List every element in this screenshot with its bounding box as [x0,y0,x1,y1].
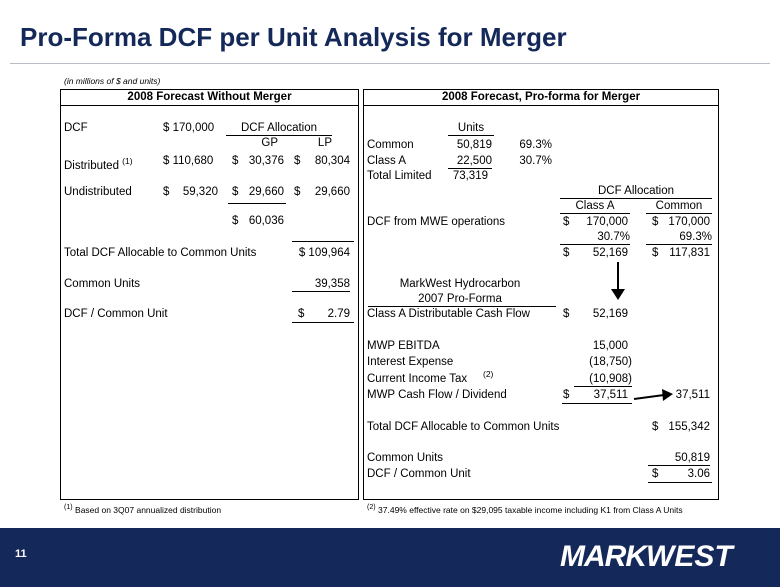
right-ebitda: 15,000 [592,340,628,352]
right-common-pct: 69.3% [519,139,552,151]
left-dcf-per-unit-value: 2.79 [327,308,350,320]
right-total-label: Total DCF Allocable to Common Units [367,421,560,433]
right-interest-label: Interest Expense [367,356,454,368]
right-pct-common: 69.3% [646,231,712,245]
right-class-a-label: Class A [367,155,406,167]
left-lp-header: LP [317,137,332,149]
right-dcf-per-unit-label: DCF / Common Unit [367,468,471,480]
right-alloc-class-a: 52,169 [592,247,628,259]
footnote-1-marker: (1) [64,503,73,511]
right-mwp-cf-rule [562,403,632,404]
units-note: (in millions of $ and units) [64,76,161,86]
right-tax: (10,908) [574,373,632,387]
right-units-header: Units [448,122,494,136]
right-hydro-rule [368,306,556,307]
right-dcf-per-unit: 3.06 [687,468,710,480]
right-common-units: 50,819 [456,139,492,151]
left-gp-sum-rule [228,203,286,204]
footnote-ref-1: (1) [122,156,133,166]
left-undistributed-label: Undistributed [64,186,132,198]
left-dcf-label: DCF [64,122,88,134]
right-mwe-class-a: 170,000 [586,216,628,228]
left-undistributed-sym: $ [163,186,170,198]
right-class-a-units: 22,500 [448,155,492,169]
right-mwe-class-a-sym: $ [563,216,570,228]
left-common-units-value: 39,358 [292,278,350,292]
footnote-2: $^{(2)}$ 37.49% effective rate on $29,095 taxable income including K1 from Class A Units [367,503,683,515]
left-dcf-per-unit-label: DCF / Common Unit [64,308,168,320]
right-mwe-common: 170,000 [668,216,710,228]
title-rule [10,63,770,64]
left-panel [60,89,359,500]
right-mwp-cf-common: 37,511 [675,389,710,401]
right-total-limited-units: 73,319 [452,170,488,182]
left-undistributed-lp-sym: $ [294,186,301,198]
page-title: Pro-Forma DCF per Unit Analysis for Merger [20,22,567,52]
left-total-rule [292,241,354,242]
right-dcf-per-unit-sym: $ [652,468,659,480]
left-distributed-gp: 30,376 [248,155,284,167]
right-common-units-label: Common Units [367,452,444,464]
left-distributed-lp-sym: $ [294,155,301,167]
right-common-col: Common [646,200,712,214]
left-undistributed-gp-sym: $ [232,186,239,198]
left-total-label: Total DCF Allocable to Common Units [64,247,257,259]
right-interest: (18,750) [589,356,632,368]
left-gp-total: 60,036 [248,215,284,227]
right-panel-header: 2008 Forecast, Pro-forma for Merger [364,90,718,106]
left-undistributed-gp: 29,660 [248,186,284,198]
right-alloc-class-a-sym: $ [563,247,570,259]
left-distributed-value: $ 110,680 [163,155,214,167]
right-mwe-common-sym: $ [652,216,659,228]
right-alloc-common-sym: $ [652,247,659,259]
footnote-1: $^{(1)}$ Based on 3Q07 annualized distribution [64,503,222,515]
right-class-a-dcf-label: Class A Distributable Cash Flow [367,308,530,320]
left-dcf-value: $ 170,000 [163,122,215,134]
page-number: 11 [15,548,27,560]
right-alloc-common: 117,831 [669,247,710,259]
right-class-a-dcf-sym: $ [563,308,570,320]
right-class-a-col: Class A [560,200,630,214]
right-mwp-cf: 37,511 [593,389,628,401]
left-undistributed-value: 59,320 [182,186,218,198]
right-total: 155,342 [668,421,710,433]
right-total-limited-label: Total Limited [367,170,432,182]
footnote-2-marker: (2) [367,503,376,511]
right-mwp-cf-label: MWP Cash Flow / Dividend [367,389,507,401]
right-alloc-header: DCF Allocation [560,185,712,199]
right-tax-label: Current Income Tax [367,373,468,385]
right-class-a-pct: 30.7% [519,155,552,167]
right-total-sym: $ [652,421,659,433]
right-class-a-dcf: 52,169 [592,308,628,320]
left-alloc-header: DCF Allocation [226,122,332,136]
right-mwe-label: DCF from MWE operations [367,216,506,228]
left-dcf-per-unit-rule [292,322,354,323]
left-common-units-label: Common Units [64,278,141,290]
left-dcf-per-unit-sym: $ [298,308,305,320]
left-distributed-gp-sym: $ [232,155,239,167]
left-distributed-label: Distributed $^{(1)}$ [64,156,133,172]
left-gp-total-sym: $ [232,215,239,227]
left-panel-header: 2008 Forecast Without Merger [61,90,358,106]
left-total-value: $ 109,964 [298,247,350,259]
left-undistributed-lp: 29,660 [314,186,350,198]
right-dcf-per-unit-rule [648,482,712,483]
right-common-label: Common [367,139,414,151]
footnote-ref-2: (2) [483,369,494,379]
right-mwp-cf-sym: $ [563,389,570,401]
right-ebitda-label: MWP EBITDA [367,340,440,352]
left-distributed-lp: 80,304 [314,155,350,167]
left-gp-header: GP [261,137,278,149]
down-arrow-icon [608,262,628,302]
right-pct-class-a: 30.7% [560,231,630,245]
right-common-units-value: 50,819 [648,452,710,466]
markwest-logo: MARKWEST [560,540,733,573]
right-hydro-line2: 2007 Pro-Forma [418,293,502,305]
right-hydro-line1: MarkWest Hydrocarbon [399,278,521,290]
